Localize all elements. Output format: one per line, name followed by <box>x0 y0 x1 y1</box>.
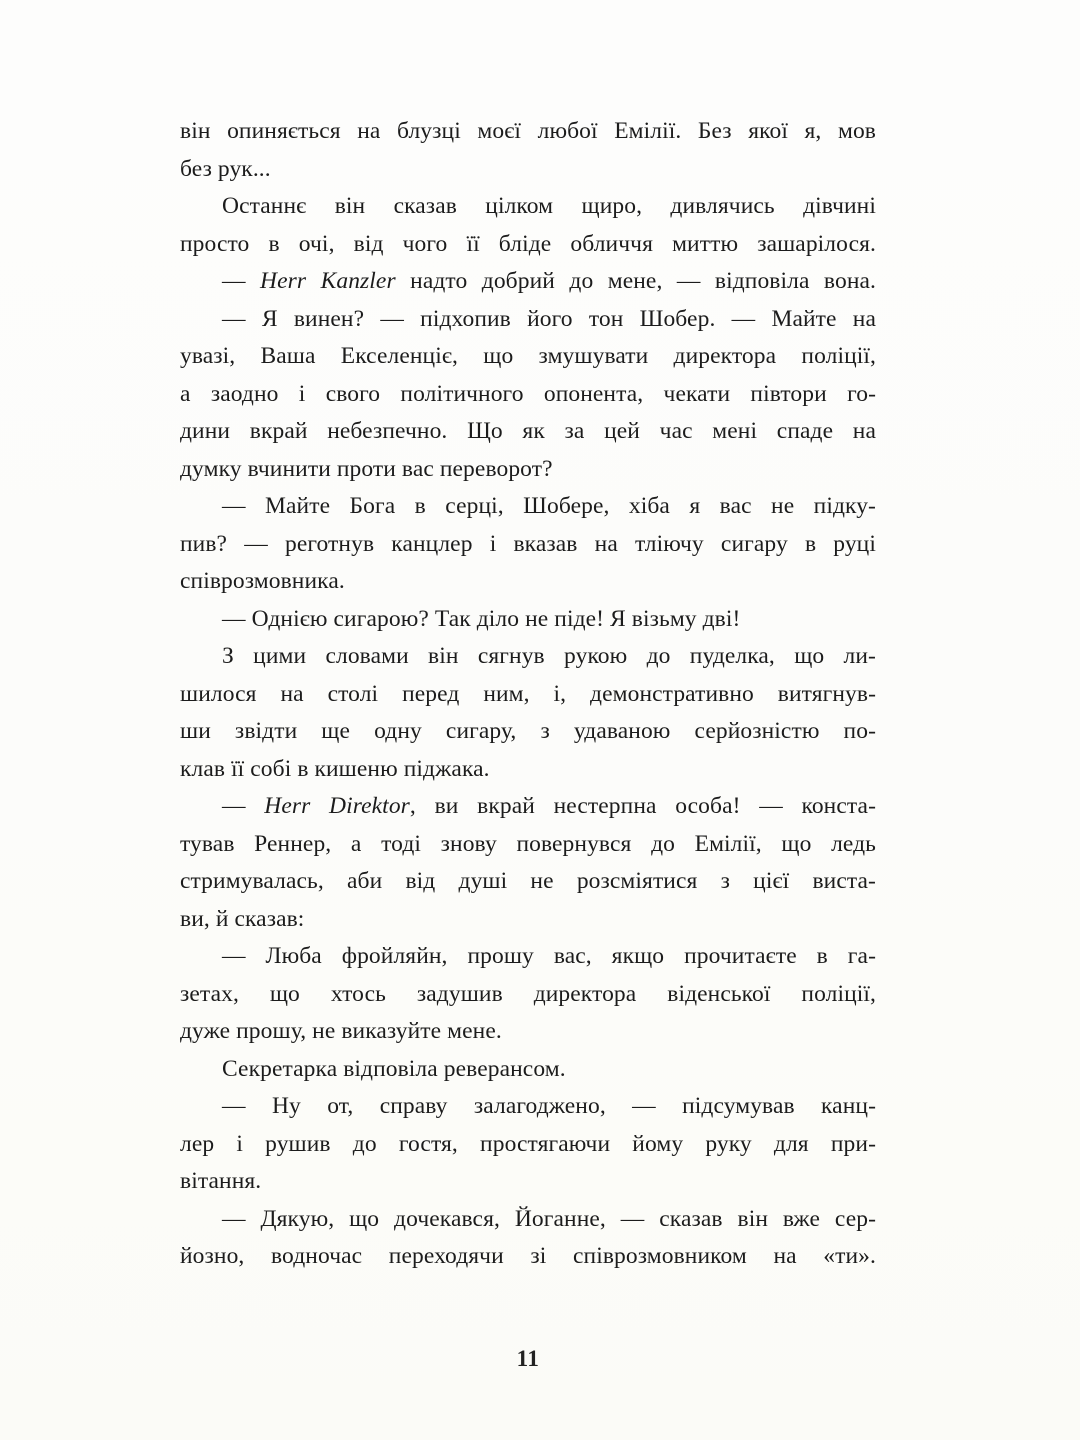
text-line <box>180 1126 876 1164</box>
text-segment: — <box>222 793 265 819</box>
text-segment: зетах, що хтось задушив директора віденської поліції, <box>180 980 876 1007</box>
text-segment: тував Реннер, а тоді знову повернувся до Емілії, що ледь <box>180 830 876 857</box>
text-line <box>180 413 876 451</box>
text-line <box>180 601 876 639</box>
text-segment: — Майте Бога в серці, Шобере, хіба я вас не підку- <box>222 493 876 519</box>
text-segment: без рук... <box>180 155 271 182</box>
text-segment: шилося на столі перед ним, і, демонстративно витягнув- <box>180 680 876 707</box>
italic-text-segment: Herr Direktor <box>264 793 410 819</box>
text-line <box>180 713 876 751</box>
text-line <box>180 488 876 526</box>
text-line <box>180 1051 876 1089</box>
text-line <box>180 301 876 339</box>
text-segment: а заодно і свого політичного опонента, чекати півтори го- <box>180 380 876 407</box>
text-segment: дини вкрай небезпечно. Що як за цей час мені спаде на <box>180 418 876 444</box>
text-line <box>180 338 876 376</box>
text-segment: стримувалась, аби від душі не розсміятися з цієї виста- <box>180 868 876 894</box>
text-segment: — Я винен? — підхопив його тон Шобер. — Майте на <box>222 305 876 332</box>
text-line <box>180 188 876 226</box>
text-line <box>180 1238 876 1276</box>
page-number: 11 <box>516 1346 540 1371</box>
text-segment: вітання. <box>180 1168 262 1194</box>
text-segment: йозно, водночас переходячи зі співрозмовником на «ти». <box>180 1243 876 1269</box>
text-segment: — Однією сигарою? Так діло не піде! Я візьму дві! <box>222 605 741 632</box>
text-line <box>180 938 876 976</box>
text-segment: Секретарка відповіла реверансом. <box>222 1055 566 1082</box>
text-segment: ши звідти ще одну сигару, з удаваною серйозністю по- <box>180 718 876 744</box>
text-segment: — Ну от, справу залагоджено, — підсумував канц- <box>222 1093 876 1119</box>
text-line <box>180 226 876 264</box>
text-segment: клав її собі в кишеню піджака. <box>180 755 490 782</box>
text-line <box>180 901 876 939</box>
text-line <box>180 151 876 189</box>
text-segment: лер і рушив до гостя, простягаючи йому руку для при- <box>180 1130 876 1157</box>
text-line <box>180 451 876 489</box>
text-segment: співрозмовника. <box>180 568 345 594</box>
text-segment: — Люба фройляйн, прошу вас, якщо прочитаєте в га- <box>222 943 876 969</box>
text-segment: увазі, Ваша Екселенціє, що змушувати директора поліції, <box>180 343 876 369</box>
text-line <box>180 526 876 564</box>
text-line <box>180 826 876 864</box>
text-segment: — Дякую, що дочекався, Йоганне, — сказав він вже сер- <box>222 1205 876 1232</box>
text-segment: дуже прошу, не виказуйте мене. <box>180 1018 502 1044</box>
text-line <box>180 563 876 601</box>
text-segment: надто добрий до мене, — відповіла вона. <box>395 268 876 294</box>
text-line <box>180 863 876 901</box>
text-segment: просто в очі, від чого її бліде обличчя миттю зашарілося. <box>180 230 876 257</box>
text-segment: З цими словами він сягнув рукою до пуделка, що ли- <box>222 643 876 669</box>
italic-text-segment: Herr Kanzler <box>260 268 396 294</box>
text-segment: ви, й сказав: <box>180 905 305 932</box>
text-line <box>180 1201 876 1239</box>
text-line <box>180 1088 876 1126</box>
text-line <box>180 1163 876 1201</box>
text-line <box>180 676 876 714</box>
text-line <box>180 263 876 301</box>
text-segment: , ви вкрай нестерпна особа! — конста- <box>409 793 876 819</box>
text-line <box>180 788 876 826</box>
text-line <box>180 376 876 414</box>
text-line <box>180 976 876 1014</box>
text-line <box>180 638 876 676</box>
text-line <box>180 751 876 789</box>
text-line <box>180 1013 876 1051</box>
text-line <box>180 113 876 151</box>
text-segment: Останнє він сказав цілком щиро, дивлячись дівчині <box>222 193 876 219</box>
text-segment: він опиняється на блузці моєї любої Емілії. Без якої я, мов <box>180 118 876 144</box>
text-segment: пив? — реготнув канцлер і вказав на тліючу сигару в руці <box>180 530 876 557</box>
text-segment: думку вчинити проти вас переворот? <box>180 455 553 482</box>
text-segment: — <box>222 268 261 294</box>
page-text <box>180 113 876 1276</box>
